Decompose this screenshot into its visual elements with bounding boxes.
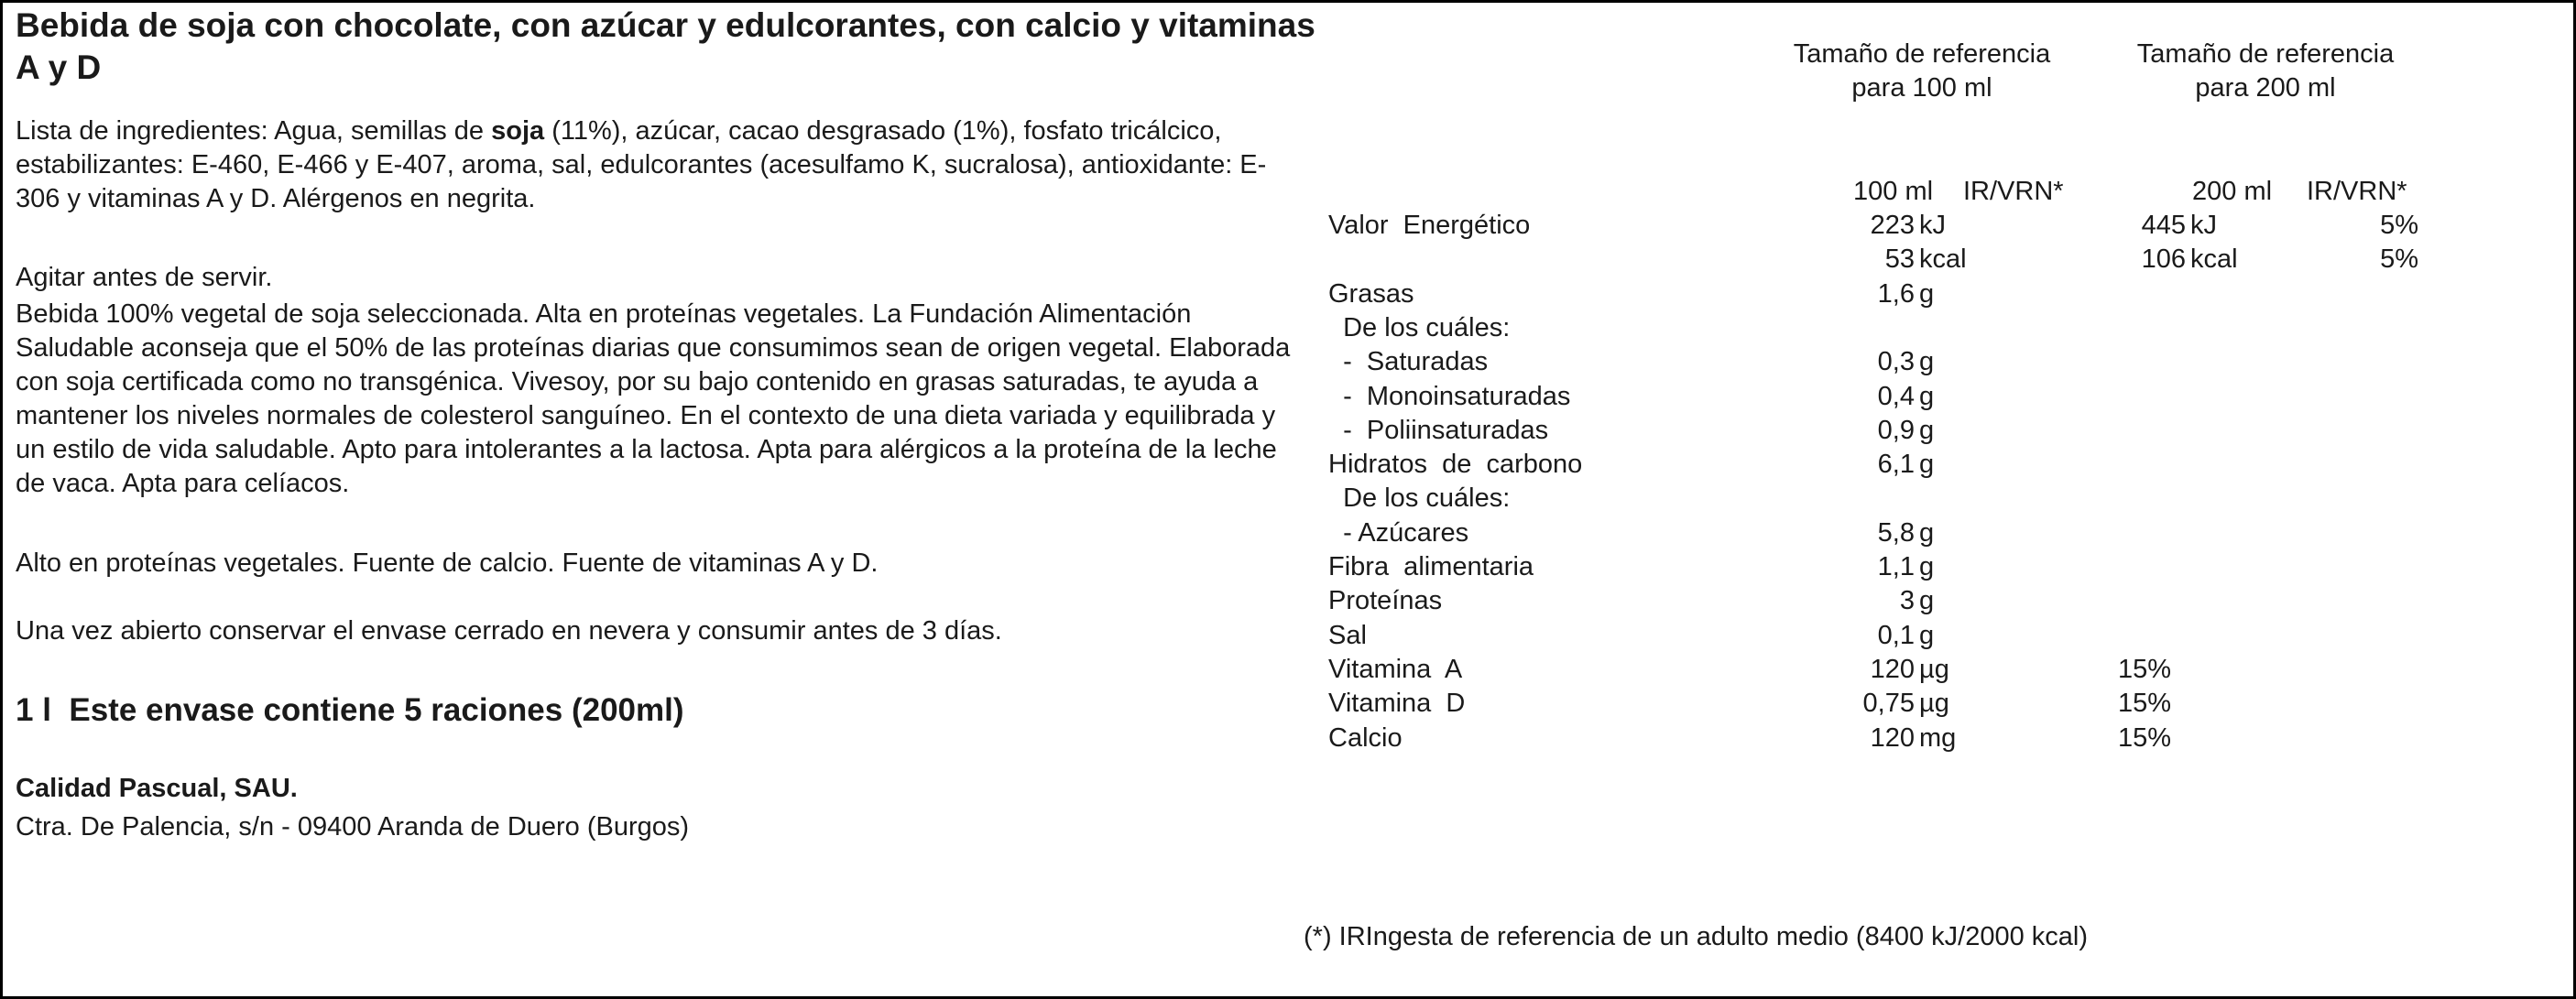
unit-200ml: kcal — [2190, 244, 2238, 275]
nutrient-label: Grasas — [1328, 278, 1414, 309]
value-100ml: 120 — [1870, 654, 1915, 684]
column-header-ir-100ml: IR/VRN* — [1963, 177, 2064, 206]
reference-size-200ml-line1: Tamaño de referencia — [2136, 39, 2395, 69]
nutrition-row — [1328, 209, 2428, 243]
product-description: Bebida 100% vegetal de soja seleccionada. Alta en proteínas vegetales. La Fundación Alimentación Saludable aconseja que el 50% de las proteínas diarias que consumimos sean de origen vegetal. Elaborada con soja certificada como no transgénica. Vivesoy, por su bajo contenido en grasas saturadas, te ayuda a mantener los niveles normales de colesterol sanguíneo. En el contexto de una dieta variada y equilibrada y un estilo de vida saludable. Apto para intolerantes a la lactosa. Apta para alérgicos a la proteína de la leche de vaca. Apta para celíacos. — [16, 299, 1291, 498]
footnote-reference-intake: (*) IRIngesta de referencia de un adulto medio (8400 kJ/2000 kcal) — [1304, 922, 2088, 951]
unit-100ml: g — [1919, 278, 1935, 309]
nutrient-label: Vitamina A — [1328, 654, 1463, 684]
value-100ml: 6,1 — [1877, 450, 1915, 480]
nutrition-row — [1328, 311, 2428, 345]
column-header-ir-200ml: IR/VRN* — [2307, 177, 2407, 206]
unit-100ml: g — [1919, 517, 1935, 548]
allergen-soja: soja — [491, 116, 545, 146]
nutrient-label: De los cuáles: — [1328, 312, 1511, 342]
nutrition-row — [1328, 414, 2428, 448]
unit-100ml: g — [1919, 415, 1935, 445]
unit-100ml: g — [1919, 620, 1935, 650]
nutrient-label: De los cuáles: — [1328, 483, 1511, 514]
nutrient-label: - Azúcares — [1328, 517, 1469, 548]
value-100ml: 0,75 — [1862, 689, 1915, 719]
value-100ml: 0,1 — [1877, 620, 1915, 650]
nutrition-row — [1328, 345, 2428, 379]
nutrient-label: Valor Energético — [1328, 211, 1531, 240]
value-100ml: 120 — [1870, 722, 1915, 753]
reference-size-200ml-line2: para 200 ml — [2195, 73, 2336, 103]
nutrition-row — [1328, 516, 2428, 550]
company-address: Ctra. De Palencia, s/n - 09400 Aranda de Duero (Burgos) — [16, 812, 690, 842]
value-100ml: 53 — [1884, 244, 1915, 275]
reference-size-200ml — [2110, 38, 2421, 105]
unit-100ml: g — [1919, 347, 1935, 377]
nutrient-label: Fibra alimentaria — [1328, 552, 1534, 581]
value-100ml: 1,6 — [1877, 278, 1915, 309]
unit-200ml: kJ — [2190, 211, 2217, 240]
nutrient-label: - Monoinsaturadas — [1328, 381, 1571, 411]
nutrition-row — [1328, 448, 2428, 482]
nutrition-row — [1328, 550, 2428, 584]
shake-instruction: Agitar antes de servir. — [16, 263, 273, 292]
unit-100ml: g — [1919, 450, 1935, 480]
value-100ml: 0,4 — [1877, 381, 1915, 411]
nutrition-row — [1328, 653, 2428, 687]
value-200ml: 106 — [2141, 244, 2186, 275]
value-100ml: 1,1 — [1877, 552, 1915, 581]
nutrition-row — [1328, 380, 2428, 414]
value-100ml: 0,9 — [1877, 415, 1915, 445]
ir-100ml: 15% — [2117, 722, 2171, 753]
nutrient-label: Proteínas — [1328, 586, 1443, 616]
ingredients-list — [16, 114, 1298, 216]
reference-size-100ml-line1: Tamaño de referencia — [1793, 39, 2051, 69]
value-200ml: 445 — [2141, 211, 2186, 240]
ingredients-rest: (11%), azúcar, cacao desgrasado (1%), fosfato tricálcico, estabilizantes: E-460, E-466 y E-407, aroma, sal, edulcorantes (acesulfamo K, sucralosa), antioxidante: E-306 y vitaminas A y D. Alérgenos en negrita. — [16, 116, 1267, 213]
nutrient-label: Vitamina D — [1328, 689, 1466, 719]
nutrition-row — [1328, 687, 2428, 721]
unit-100ml: g — [1919, 552, 1935, 581]
nutrient-label: - Poliinsaturadas — [1328, 415, 1549, 445]
portions-info: 1 l Este envase contiene 5 raciones (200ml) — [16, 692, 684, 728]
ir-100ml: 15% — [2117, 689, 2171, 719]
value-100ml: 223 — [1870, 211, 1915, 240]
nutrient-label: - Saturadas — [1328, 347, 1489, 377]
unit-100ml: g — [1919, 381, 1935, 411]
value-100ml: 3 — [1899, 586, 1915, 616]
nutrition-row — [1328, 584, 2428, 618]
nutrient-label: Calcio — [1328, 722, 1403, 753]
value-100ml: 5,8 — [1877, 517, 1915, 548]
ir-200ml: 5% — [2380, 211, 2418, 240]
nutrition-row — [1328, 277, 2428, 311]
column-header-100ml: 100 ml — [1853, 177, 1934, 206]
nutrition-row — [1328, 619, 2428, 653]
nutrient-label: Sal — [1328, 620, 1367, 650]
column-header-200ml: 200 ml — [2192, 177, 2273, 206]
ir-200ml: 5% — [2380, 244, 2418, 275]
unit-100ml: g — [1919, 586, 1935, 616]
reference-size-100ml — [1789, 38, 2055, 105]
ir-100ml: 15% — [2117, 654, 2171, 684]
product-title: Bebida de soja con chocolate, con azúcar y edulcorantes, con calcio y vitaminas A y D — [16, 6, 1315, 86]
unit-100ml: kcal — [1919, 244, 1967, 275]
nutrition-row — [1328, 722, 2428, 755]
unit-100ml: kJ — [1919, 211, 1946, 240]
reference-size-100ml-line2: para 100 ml — [1851, 73, 1992, 103]
nutrition-claims: Alto en proteínas vegetales. Fuente de calcio. Fuente de vitaminas A y D. — [16, 548, 879, 578]
unit-100ml: µg — [1919, 654, 1949, 684]
unit-100ml: µg — [1919, 689, 1949, 719]
value-100ml: 0,3 — [1877, 347, 1915, 377]
ingredients-prefix: Lista de ingredientes: Agua, semillas de — [16, 116, 492, 146]
nutrition-row — [1328, 482, 2428, 516]
nutrition-row — [1328, 243, 2428, 277]
nutrient-label: Hidratos de carbono — [1328, 450, 1583, 480]
unit-100ml: mg — [1919, 722, 1957, 753]
company-name: Calidad Pascual, SAU. — [16, 774, 298, 803]
storage-instruction: Una vez abierto conservar el envase cerrado en nevera y consumir antes de 3 días. — [16, 616, 1002, 646]
